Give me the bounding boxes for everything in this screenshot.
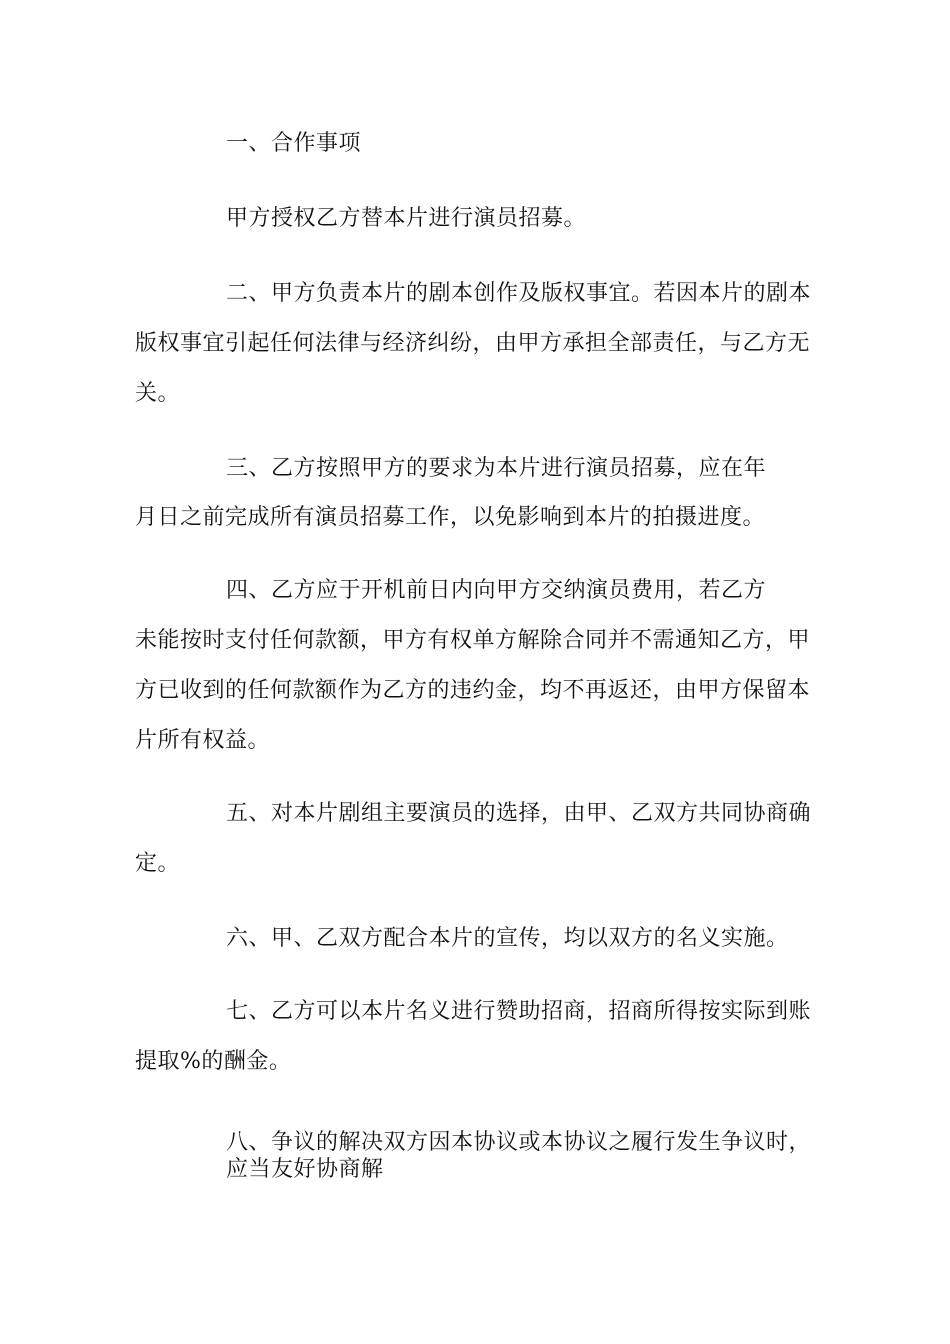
section-4-line-2: 未能按时支付任何款额，甲方有权单方解除合同并不需通知乙方，甲	[135, 628, 811, 653]
section-1-heading: 一、合作事项	[226, 131, 362, 156]
section-2-line-2: 版权事宜引起任何法律与经济纠纷，由甲方承担全部责任，与乙方无	[135, 331, 811, 356]
section-5-line-2: 定。	[135, 851, 181, 876]
section-7-line-2: 提取%的酬金。	[135, 1049, 292, 1074]
section-8-line-1: 八、争议的解决双方因本协议或本协议之履行发生争议时，	[226, 1130, 812, 1155]
section-7-line-1: 七、乙方可以本片名义进行赞助招商，招商所得按实际到账	[226, 999, 812, 1024]
section-3-line-2: 月日之前完成所有演员招募工作，以免影响到本片的拍摄进度。	[135, 505, 766, 530]
section-2-line-3: 关。	[135, 381, 181, 406]
section-4-line-1: 四、乙方应于开机前日内向甲方交纳演员费用，若乙方	[226, 578, 767, 603]
section-8-line-2: 应当友好协商解	[226, 1157, 384, 1182]
section-4-line-3: 方已收到的任何款额作为乙方的违约金，均不再返还，由甲方保留本	[135, 678, 811, 703]
section-1-body: 甲方授权乙方替本片进行演员招募。	[226, 206, 587, 231]
section-3-line-1: 三、乙方按照甲方的要求为本片进行演员招募，应在年	[226, 456, 767, 481]
section-6-line-1: 六、甲、乙双方配合本片的宣传，均以双方的名义实施。	[226, 926, 789, 951]
section-4-line-4: 片所有权益。	[135, 728, 271, 753]
section-5-line-1: 五、对本片剧组主要演员的选择，由甲、乙双方共同协商确	[226, 801, 812, 826]
section-2-line-1: 二、甲方负责本片的剧本创作及版权事宜。若因本片的剧本	[226, 281, 812, 306]
